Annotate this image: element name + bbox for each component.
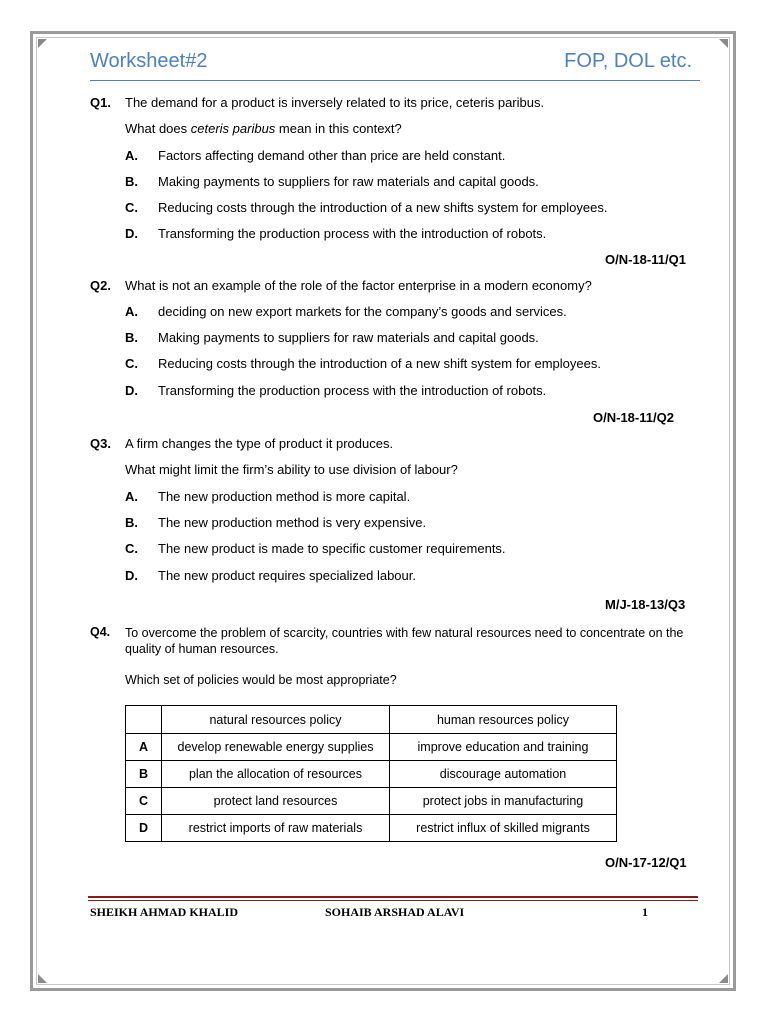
table-cell: C	[126, 788, 162, 815]
page-number: 1	[642, 905, 648, 919]
question-number: Q2.	[90, 278, 111, 293]
option-a: A. deciding on new export markets for the company’s goods and services.	[125, 304, 567, 319]
footer-author-1: SHEIKH AHMAD KHALID	[90, 905, 239, 919]
table-cell: protect land resources	[162, 788, 390, 815]
table-header: human resources policy	[390, 706, 617, 734]
option-c: C. Reducing costs through the introduction of a new shift system for employees.	[125, 356, 601, 371]
policy-table	[125, 705, 617, 842]
footer-rule-thin	[88, 900, 698, 901]
question-text: What is not an example of the role of the factor enterprise in a modern economy?	[125, 278, 592, 293]
table-row	[126, 761, 617, 788]
table-cell: B	[126, 761, 162, 788]
table-cell: develop renewable energy supplies	[162, 734, 390, 761]
question-stem: What does ceteris paribus mean in this context?	[125, 121, 402, 136]
option-d: D. Transforming the production process with the introduction of robots.	[125, 226, 547, 241]
footer-rule	[88, 896, 698, 898]
option-a: A. The new production method is more capital.	[125, 489, 411, 504]
table-row	[126, 815, 617, 842]
option-d: D. The new product requires specialized labour.	[125, 568, 416, 583]
question-reference: O/N-18-11/Q1	[605, 252, 686, 267]
option-d: D. Transforming the production process with the introduction of robots.	[125, 383, 547, 398]
option-b: B. Making payments to suppliers for raw materials and capital goods.	[125, 330, 539, 345]
question-number: Q4.	[90, 625, 111, 639]
page-subtitle: FOP, DOL etc.	[564, 50, 692, 72]
table-row	[126, 788, 617, 815]
table-header-row	[126, 706, 617, 734]
question-reference: O/N-17-12/Q1	[605, 855, 687, 870]
question-number: Q3.	[90, 436, 111, 451]
corner-ornament-top-left	[38, 39, 47, 48]
table-cell: discourage automation	[390, 761, 617, 788]
corner-ornament-bottom-left	[38, 974, 47, 983]
table-cell: restrict imports of raw materials	[162, 815, 390, 842]
question-reference: M/J-18-13/Q3	[605, 597, 686, 612]
table-cell: restrict influx of skilled migrants	[390, 815, 617, 842]
question-stem: Which set of policies would be most appropriate?	[125, 673, 397, 687]
option-c: C. Reducing costs through the introduction of a new shifts system for employees.	[125, 200, 608, 215]
question-reference: O/N-18-11/Q2	[593, 410, 674, 425]
corner-ornament-top-right	[719, 39, 728, 48]
option-b: B. The new production method is very expensive.	[125, 515, 427, 530]
table-cell: protect jobs in manufacturing	[390, 788, 617, 815]
table-header: natural resources policy	[162, 706, 390, 734]
footer-author-2: SOHAIB ARSHAD ALAVI	[325, 905, 465, 919]
option-a: A. Factors affecting demand other than price are held constant.	[125, 148, 506, 163]
question-text: To overcome the problem of scarcity, countries with few natural resources need to concentrate on the quality of human resources.	[125, 626, 684, 656]
table-cell: A	[126, 734, 162, 761]
question-text: A firm changes the type of product it produces.	[125, 436, 394, 451]
table-header	[126, 706, 162, 734]
question-text: The demand for a product is inversely related to its price, ceteris paribus.	[125, 95, 545, 110]
table-row	[126, 734, 617, 761]
option-b: B. Making payments to suppliers for raw materials and capital goods.	[125, 174, 539, 189]
corner-ornament-bottom-right	[719, 974, 728, 983]
option-c: C. The new product is made to specific customer requirements.	[125, 541, 506, 556]
table-cell: plan the allocation of resources	[162, 761, 390, 788]
question-number: Q1.	[90, 95, 111, 110]
table-cell: D	[126, 815, 162, 842]
page-title: Worksheet#2	[90, 50, 208, 72]
question-stem: What might limit the firm’s ability to use division of labour?	[125, 462, 458, 477]
page-header	[90, 48, 700, 81]
table-cell: improve education and training	[390, 734, 617, 761]
